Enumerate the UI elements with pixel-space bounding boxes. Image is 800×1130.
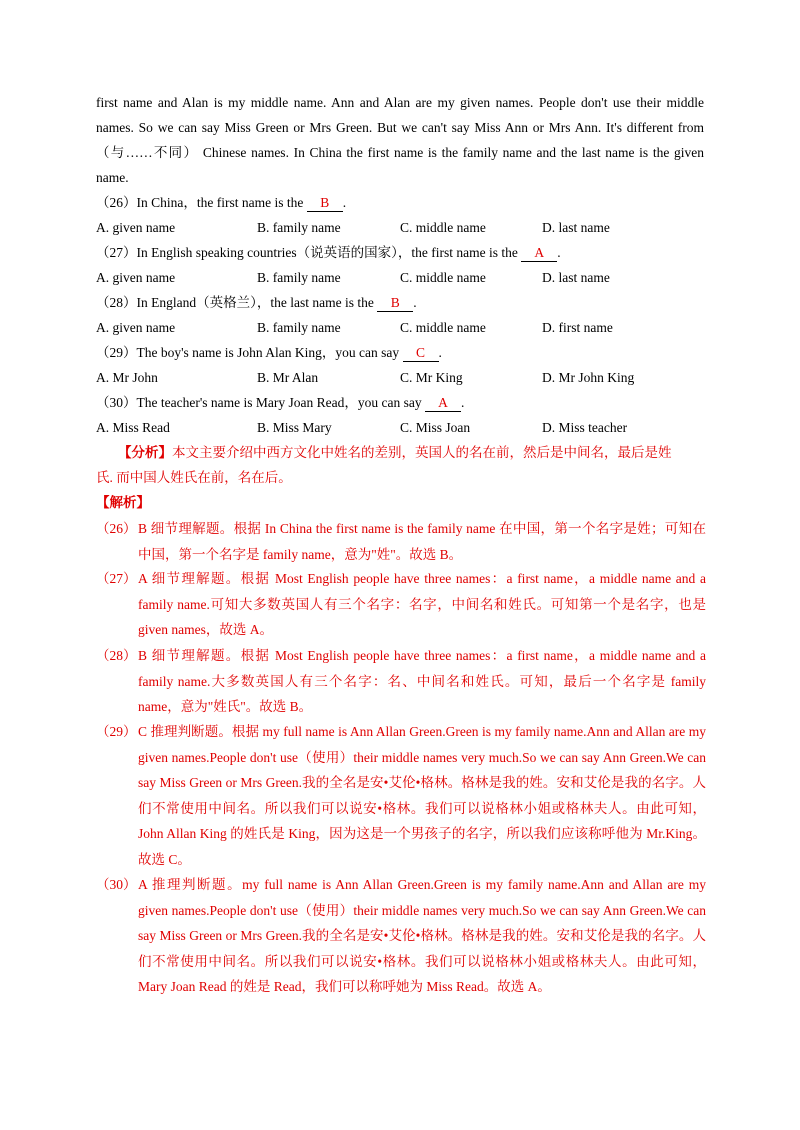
question-26 xyxy=(96,192,346,214)
option-d: D. last name xyxy=(542,270,610,285)
analysis-text: 本文主要介绍中西方文化中姓名的差别，英国人的名在前，然后是中间名，最后是姓 xyxy=(172,445,672,460)
passage-line: name. xyxy=(96,170,129,185)
option-a: A. given name xyxy=(96,270,176,285)
explanation-item-30 xyxy=(96,872,706,1000)
explanation-item-28 xyxy=(96,643,706,720)
option-c: C. Mr King xyxy=(400,370,463,385)
question-stem: （27）In English speaking countries（说英语的国家），the first name is the xyxy=(96,245,518,260)
option-d: D. Mr John King xyxy=(542,370,635,385)
item-number: （27） xyxy=(96,571,137,586)
item-text: B 细节理解题。根据 Most English people have three names：a first name，a middle name and a family name.大多数英国人有三个名字：名、中间名和姓氏。可知，最后一个名字是 family name，意为"姓氏"。故选 B。 xyxy=(138,648,706,714)
option-c: C. middle name xyxy=(400,220,486,235)
question-stem: （30）The teacher's name is Mary Joan Read，you can say xyxy=(96,395,422,410)
answer-blank: A xyxy=(521,245,557,262)
option-b: B. Miss Mary xyxy=(257,420,332,435)
item-number: （29） xyxy=(96,724,137,739)
question-stem: （29）The boy's name is John Alan King，you can say xyxy=(96,345,400,360)
question-end: . xyxy=(557,245,561,260)
option-d: D. last name xyxy=(542,220,610,235)
answer-blank: C xyxy=(403,345,439,362)
item-text: A 细节理解题。根据 Most English people have three names：a first name，a middle name and a family name.可知大多数英国人有三个名字：名字，中间名和姓氏。可知第一个是名字，也是 given names，故选 A。 xyxy=(138,571,706,637)
option-a: A. given name xyxy=(96,220,176,235)
explanation-item-27 xyxy=(96,566,706,643)
option-c: C. middle name xyxy=(400,270,486,285)
option-a: A. Miss Read xyxy=(96,420,170,435)
answer-blank: B xyxy=(307,195,343,212)
option-c: C. Miss Joan xyxy=(400,420,471,435)
item-text: B 细节理解题。根据 In China the first name is the family name 在中国，第一个名字是姓；可知在中国，第一个名字是 family name，意为"姓"。故选 B。 xyxy=(138,521,706,562)
passage-line: （与……不同） Chinese names. In China the first name is the family name and the last name is the given xyxy=(96,145,704,160)
option-a: A. given name xyxy=(96,320,176,335)
option-b: B. family name xyxy=(257,270,341,285)
answer-blank: B xyxy=(377,295,413,312)
item-number: （30） xyxy=(96,877,137,892)
question-end: . xyxy=(413,295,417,310)
question-stem: （28）In England（英格兰），the last name is the xyxy=(96,295,374,310)
option-d: D. first name xyxy=(542,320,613,335)
item-text: C 推理判断题。根据 my full name is Ann Allan Green.Green is my family name.Ann and Allan are my given names.People don't use（使用）their middle names very much.So we can say Ann Green.We can say Miss Green or Mrs Green.我的全名是安•艾伦•格林。格林是我的姓。安和艾伦是我的名字。人们不常使用中间名。所以我们可以说安•格林。我们可以说格林小姐或格林夫人。由此可知，John Allan King 的姓氏是 King，因为这是一个男孩子的名字，所以我们应该称呼他为 Mr.King。故选 C。 xyxy=(138,724,706,867)
question-29 xyxy=(96,342,442,364)
analysis-line xyxy=(118,442,672,464)
question-28 xyxy=(96,292,417,314)
answer-blank: A xyxy=(425,395,461,412)
option-d: D. Miss teacher xyxy=(542,420,628,435)
option-a: A. Mr John xyxy=(96,370,158,385)
explanation-item-26 xyxy=(96,516,706,567)
option-c: C. middle name xyxy=(400,320,486,335)
passage-line: first name and Alan is my middle name. Ann and Alan are my given names. People don't use their middle xyxy=(96,95,704,110)
question-stem: （26）In China，the first name is the xyxy=(96,195,304,210)
explanation-item-29 xyxy=(96,719,706,872)
question-27 xyxy=(96,242,561,264)
explanation-heading: 【解析】 xyxy=(96,495,150,510)
option-b: B. Mr Alan xyxy=(257,370,319,385)
analysis-line-2: 氏. 而中国人姓氏在前，名在后。 xyxy=(96,470,292,485)
item-text: A 推理判断题。my full name is Ann Allan Green.Green is my family name.Ann and Allan are my given names.People don't use（使用）their middle names very much.So we can say Ann Green.We can say Miss Green or Mrs Green.我的全名是安•艾伦•格林。格林是我的姓。安和艾伦是我的名字。人们不常使用中间名。所以我们可以说安•格林。我们可以说格林小姐或格林夫人。由此可知，Mary Joan Read 的姓是 Read，我们可以称呼她为 Miss Read。故选 A。 xyxy=(138,877,706,994)
question-30 xyxy=(96,392,464,414)
passage-line: names. So we can say Miss Green or Mrs Green. But we can't say Miss Ann or Mrs Ann. It's different from xyxy=(96,120,704,135)
question-end: . xyxy=(438,345,442,360)
analysis-heading: 【分析】 xyxy=(118,445,172,460)
question-end: . xyxy=(460,395,465,410)
option-b: B. family name xyxy=(257,220,341,235)
item-number: （26） xyxy=(96,521,137,536)
option-b: B. family name xyxy=(257,320,341,335)
question-end: . xyxy=(342,195,347,210)
item-number: （28） xyxy=(96,648,137,663)
